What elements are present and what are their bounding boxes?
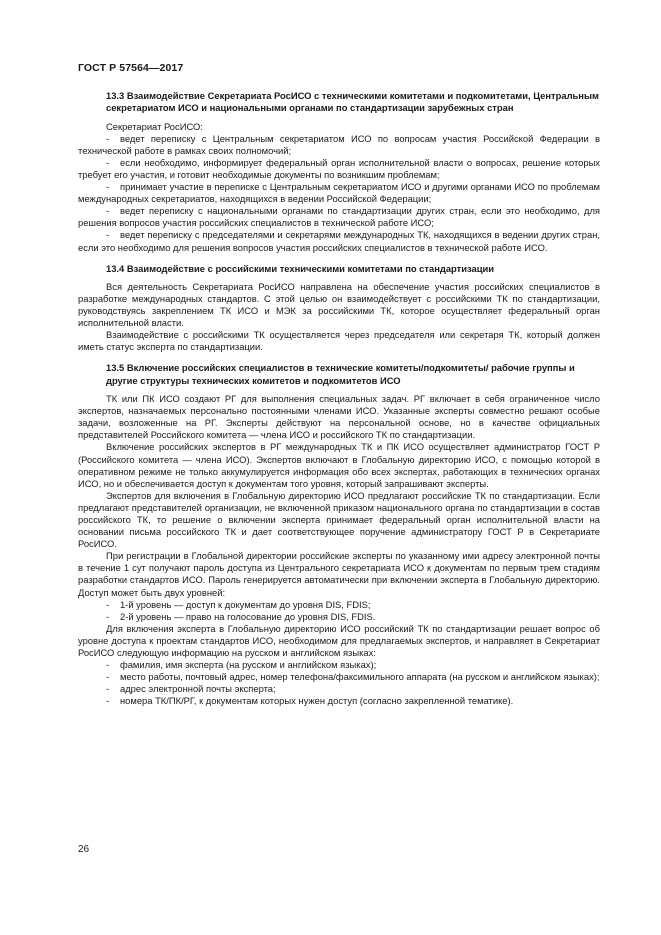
section-13-3-heading: 13.3 Взаимодействие Секретариата РосИСО с техническими комитетами и подкомитетами, Центральным секретариатом ИСО и национальными органами по стандартизации зарубежных стран xyxy=(106,90,599,114)
paragraph: Взаимодействие с российскими ТК осуществляется через председателя или секретаря ТК, который должен иметь статус эксперта по стандартизации. xyxy=(78,329,600,353)
page-content xyxy=(78,90,600,708)
document-code: ГОСТ Р 57564—2017 xyxy=(78,62,184,74)
list-item: - 1-й уровень — доступ к документам до уровня DIS, FDIS; xyxy=(106,598,371,610)
list-item: - если необходимо, информирует федеральный орган исполнительной власти о вопросах, решение которых требует его участия, и готовит необходимые документы по возникшим проблемам; xyxy=(78,156,600,180)
list-item: - адрес электронной почты эксперта; xyxy=(106,683,276,695)
list-item: - фамилия, имя эксперта (на русском и английском языках); xyxy=(106,659,377,671)
section-13-4-heading: 13.4 Взаимодействие с российскими техническими комитетами по стандартизации xyxy=(106,262,495,274)
section-13-3-intro: Секретариат РосИСО: xyxy=(106,120,203,132)
list-item: - ведет переписку с председателями и секретарями международных ТК, находящихся в ведении других стран, если это необходимо для решения вопросов участия российских специалистов в технической работе ИСО. xyxy=(78,229,600,253)
list-item: - ведет переписку с национальными органами по стандартизации других стран, если это необходимо, для решения вопросов участия российских специалистов в технической работе ИСО; xyxy=(78,205,600,229)
paragraph: Экспертов для включения в Глобальную директорию ИСО предлагают российские ТК по стандартизации. Если предлагают представителей организации, не включенной приказом национального органа по стандартизации в состав российского ТК, то решение о включении эксперта принимает федеральный орган исполнительной власти на основании письма российского ТК и дает соответствующее поручение администратору ГОСТ Р в Секретариате РосИСО. xyxy=(78,489,600,550)
list-item: - место работы, почтовый адрес, номер телефона/факсимильного аппарата (на русском и английском языках); xyxy=(106,671,600,683)
page-number: 26 xyxy=(78,844,90,855)
section-13-5-heading: 13.5 Включение российских специалистов в технические комитеты/подкомитеты/ рабочие группы и другие структуры технических комитетов и подкомитетов ИСО xyxy=(106,362,575,386)
paragraph: ТК или ПК ИСО создают РГ для выполнения специальных задач. РГ включает в себя ограниченное число экспертов, назначаемых персонально постоянными членами ИСО. Указанные эксперты совместно решают особые задачи, возложенные на РГ. Эксперты действуют на персональной основе, но в качестве официальных представителей Российского комитета — члена ИСО и российского ТК по стандартизации. xyxy=(78,393,600,441)
paragraph: Включение российских экспертов в РГ международных ТК и ПК ИСО осуществляет администратор ГОСТ Р (Российского комитета — члена ИСО). Экспертов включают в Глобальную директорию ИСО, с помощью которой в оперативном режиме не только аккумулируется информация обо всех экспертах, работающих в технических органах ИСО, но и обеспечивается доступ к документам того уровня, который запрашивают эксперты. xyxy=(78,441,600,489)
paragraph: При регистрации в Глобальной директории российские эксперты по указанному ими адресу электронной почты в течение 1 сут получают пароль доступа из Центрального секретариата ИСО к документам по первым трем стадиям разработки стандартов ИСО. Пароль генерируется автоматически при включении эксперта в Глобальную директорию. Доступ может быть двух уровней: xyxy=(78,550,600,598)
paragraph: Вся деятельность Секретариата РосИСО направлена на обеспечение участия российских специалистов в разработке международных стандартов. С этой целью он взаимодействует с российскими ТК по стандартизации, руководствуясь закреплением ТК ИСО и МЭК за российскими ТК, которое осуществляет федеральный орган исполнительной власти. xyxy=(78,280,600,329)
list-item: - номера ТК/ПК/РГ, к документам которых нужен доступ (согласно закрепленной тематике). xyxy=(106,695,514,707)
list-item: - принимает участие в переписке с Центральным секретариатом ИСО и другими органами ИСО по проблемам международных секретариатов, находящихся в ведении Российской Федерации; xyxy=(78,181,600,205)
paragraph: Для включения эксперта в Глобальную директорию ИСО российский ТК по стандартизации решает вопрос об уровне доступа к проектам стандартов ИСО, необходимом для предлагаемых экспертов, и направляет в Секретариат РосИСО следующую информацию на русском и английском языках: xyxy=(78,622,600,659)
list-item: - 2-й уровень — право на голосование до уровня DIS, FDIS. xyxy=(106,610,376,622)
list-item: - ведет переписку с Центральным секретариатом ИСО по вопросам участия Российской Федерации в технической работе в рамках своих полномочий; xyxy=(78,132,600,156)
